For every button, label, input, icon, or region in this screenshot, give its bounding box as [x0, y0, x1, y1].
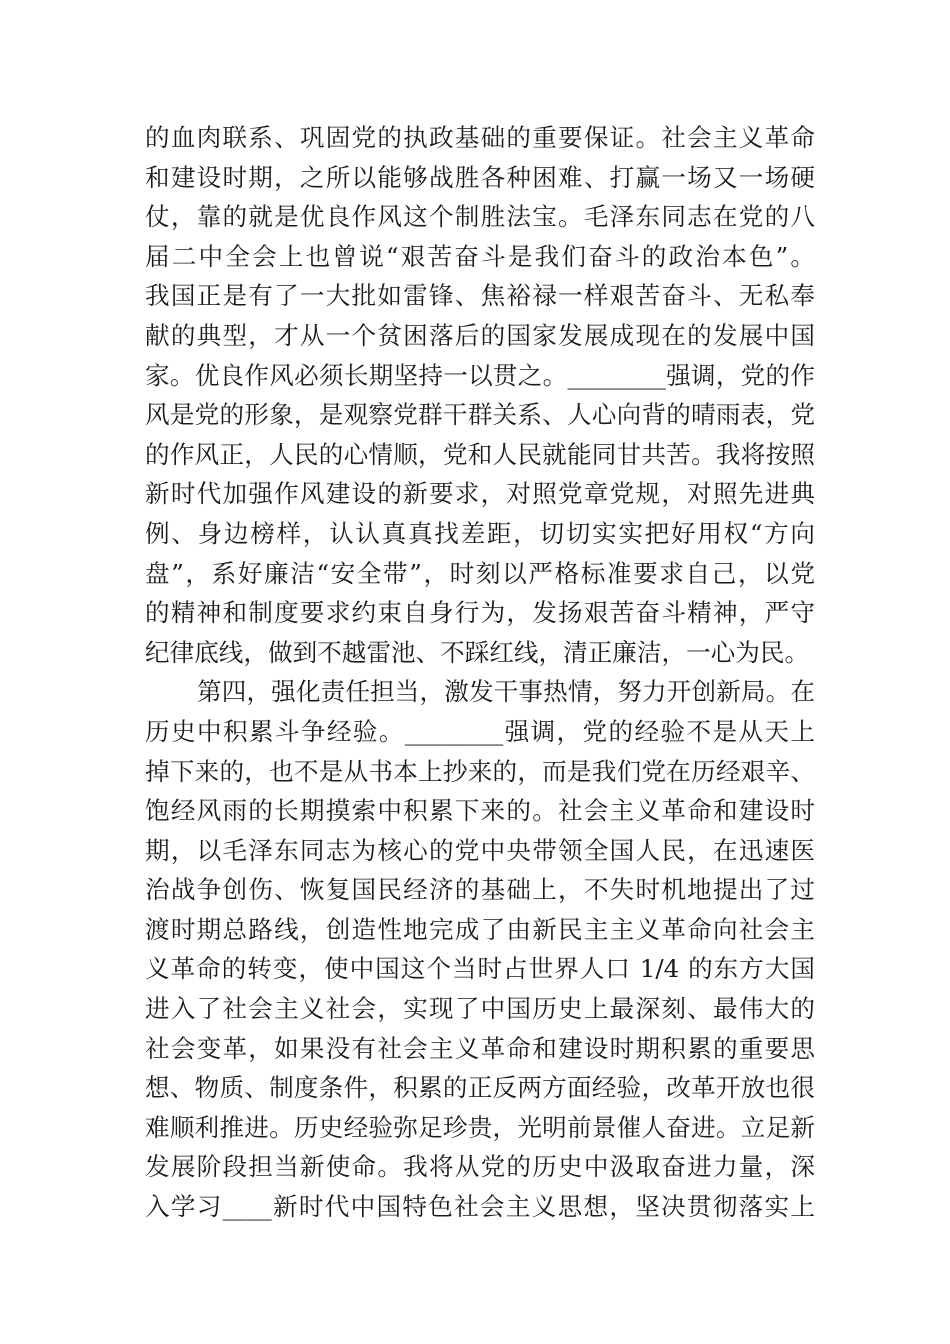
- text-line: 难顺利推进。历史经验弥足珍贵，光明前景催人奋进。立足新: [145, 1112, 815, 1142]
- text-line: 治战争创伤、恢复国民经济的基础上，不失时机地提出了过: [145, 875, 815, 905]
- paragraph-first-line: 第四，强化责任担当，激发干事热情，努力开创新局。在: [197, 677, 815, 707]
- body-text: [145, 118, 815, 1227]
- text-line: 历史中积累斗争经验。________强调，党的经验不是从天上: [145, 716, 815, 746]
- text-line: 进入了社会主义社会，实现了中国历史上最深刻、最伟大的: [145, 994, 815, 1024]
- text-line: 发展阶段担当新使命。我将从党的历史中汲取奋进力量，深: [145, 1152, 815, 1182]
- text-line: 届二中全会上也曾说“艰苦奋斗是我们奋斗的政治本色”。: [145, 241, 815, 271]
- text-line: 盘”，系好廉洁“安全带”，时刻以严格标准要求自己，以党: [145, 558, 815, 588]
- text-line: 想、物质、制度条件，积累的正反两方面经验，改革开放也很: [145, 1073, 815, 1103]
- text-line: 我国正是有了一大批如雷锋、焦裕禄一样艰苦奋斗、无私奉: [145, 281, 815, 311]
- text-line: 风是党的形象，是观察党群干群关系、人心向背的晴雨表，党: [145, 400, 815, 430]
- text-line: 义革命的转变，使中国这个当时占世界人口 1/4 的东方大国: [145, 954, 815, 984]
- text-line: 献的典型，才从一个贫困落后的国家发展成现在的发展中国: [145, 320, 815, 350]
- text-line: 新时代加强作风建设的新要求，对照党章党规，对照先进典: [145, 479, 815, 509]
- text-line: 入学习____新时代中国特色社会主义思想，坚决贯彻落实上: [145, 1192, 815, 1222]
- text-line: 的精神和制度要求约束自身行为，发扬艰苦奋斗精神，严守: [145, 598, 815, 628]
- text-line: 渡时期总路线，创造性地完成了由新民主主义革命向社会主: [145, 914, 815, 944]
- text-line: 和建设时期，之所以能够战胜各种困难、打赢一场又一场硬: [145, 162, 815, 192]
- text-line: 掉下来的，也不是从书本上抄来的，而是我们党在历经艰辛、: [145, 756, 815, 786]
- text-line: 饱经风雨的长期摸索中积累下来的。社会主义革命和建设时: [145, 796, 815, 826]
- text-line: 期，以毛泽东同志为核心的党中央带领全国人民，在迅速医: [145, 835, 815, 865]
- text-line: 纪律底线，做到不越雷池、不踩红线，清正廉洁，一心为民。: [145, 637, 810, 667]
- text-line: 仗，靠的就是优良作风这个制胜法宝。毛泽东同志在党的八: [145, 202, 815, 232]
- text-line: 社会变革，如果没有社会主义革命和建设时期积累的重要思: [145, 1033, 815, 1063]
- text-line: 的作风正，人民的心情顺，党和人民就能同甘共苦。我将按照: [145, 439, 815, 469]
- text-line: 家。优良作风必须长期坚持一以贯之。________强调，党的作: [145, 360, 815, 390]
- text-line: 例、身边榜样，认认真真找差距，切切实实把好用权“方向: [145, 518, 815, 548]
- text-line: 的血肉联系、巩固党的执政基础的重要保证。社会主义革命: [145, 123, 815, 152]
